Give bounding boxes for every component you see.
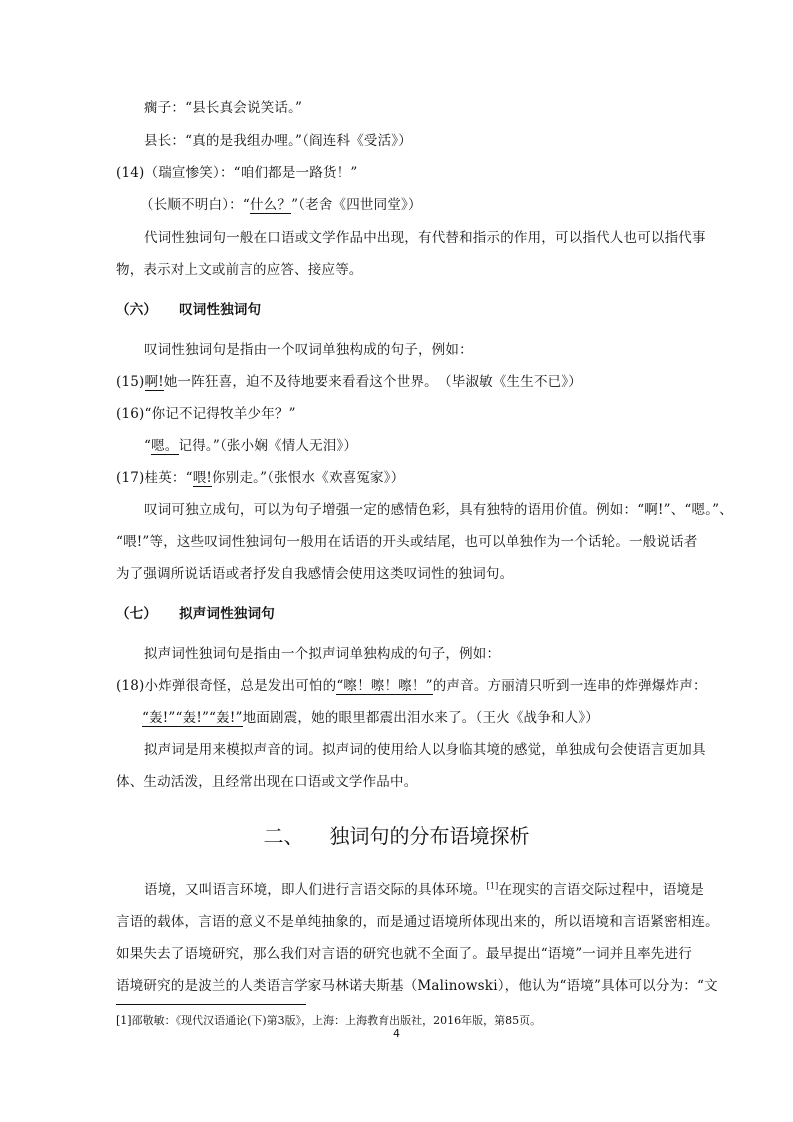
underlined-word: 什么？ — [249, 197, 292, 213]
underlined-word: 啊! — [144, 374, 164, 390]
example-18-continued: “轰!”“轰!”“轰!”地面剧震，她的眼里都震出泪水来了。（王火《战争和人》） — [142, 710, 599, 726]
body-paragraph: 代词性独词句一般在口语或文学作品中出现，有代替和指示的作用，可以指代人也可以指代事 — [144, 230, 706, 246]
body-paragraph: 言语的载体，言语的意义不是单纯抽象的，而是通过语境所体现出来的，所以语境和言语紧密相连。 — [116, 914, 719, 930]
body-paragraph: 语境，又叫语言环境，即人们进行言语交际的具体环境。[1]在现实的言语交际过程中，语境是 — [144, 881, 704, 898]
dialogue-line: 瘸子：“县长真会说笑话。” — [144, 100, 303, 116]
body-paragraph: 如果失去了语境研究，那么我们对言语的研究也就不全面了。最早提出“语境”一词并且率先进行 — [116, 946, 692, 962]
underlined-word: “嚓！嚓！嚓！” — [336, 678, 433, 694]
dialogue-line: （长顺不明白）：“什么？”（老舍《四世同堂》） — [140, 197, 422, 213]
dialogue-line: 县长：“真的是我组办哩。”（阎连科《受活》） — [144, 133, 412, 149]
footnote: [1]邵敬敏：《现代汉语通论(下)第3版》，上海：上海教育出版社，2016年版，第85页。 — [116, 1014, 542, 1027]
page-number: 4 — [393, 1027, 400, 1040]
example-14: (14)（瑞宣惨笑）：“咱们都是一路货！” — [116, 165, 358, 181]
dialogue-line: “嗯。记得。”（张小娴《情人无泪》） — [144, 438, 358, 454]
body-paragraph: 体、生动活泼，且经常出现在口语或文学作品中。 — [116, 774, 418, 790]
body-paragraph: 拟声词是用来模拟声音的词。拟声词的使用给人以身临其境的感觉，单独成句会使语言更加具 — [144, 742, 706, 758]
footnote-divider — [116, 1004, 306, 1005]
example-17: (17)桂英：“喂!你别走。”（张恨水《欢喜冤家》） — [116, 470, 405, 486]
underlined-word: “轰!”“轰!”“轰!” — [142, 710, 243, 726]
section-heading-7: （七） 拟声词性独词句 — [116, 606, 276, 622]
body-paragraph: 物，表示对上文或前言的应答、接应等。 — [116, 262, 363, 278]
body-paragraph: “喂!”等，这些叹词性独词句一般用在话语的开头或结尾，也可以单独作为一个话轮。一般说话者 — [116, 534, 698, 550]
body-paragraph: 叹词性独词句是指由一个叹词单独构成的句子，例如： — [144, 342, 473, 358]
body-paragraph: 为了强调所说话语或者抒发自我感情会使用这类叹词性的独词句。 — [116, 566, 514, 582]
body-paragraph: 语境研究的是波兰的人类语言学家马林诺夫斯基（Malinowski），他认为“语境”具体可以分为：“文 — [116, 978, 718, 994]
footnote-marker[interactable]: [1] — [486, 881, 499, 891]
example-18: (18)小炸弹很奇怪，总是发出可怕的“嚓！嚓！嚓！”的声音。方丽清只听到一连串的炸弹爆炸声： — [116, 678, 707, 694]
example-16: (16)“你记不记得牧羊少年？” — [116, 406, 296, 422]
body-paragraph: 拟声词性独词句是指由一个拟声词单独构成的句子，例如： — [144, 646, 501, 662]
example-15: (15)啊!她一阵狂喜，迫不及待地要来看看这个世界。 （毕淑敏《生生不已》） — [116, 374, 582, 390]
underlined-word: 嗯。 — [151, 438, 179, 454]
chapter-heading: 二、 独词句的分布语境探析 — [263, 824, 530, 848]
underlined-word: 喂! — [192, 470, 213, 486]
section-heading-6: （六） 叹词性独词句 — [116, 302, 262, 318]
body-paragraph: 叹词可独立成句，可以为句子增强一定的感情色彩，具有独特的语用价值。例如：“啊!”、“嗯。”、 — [144, 502, 733, 518]
